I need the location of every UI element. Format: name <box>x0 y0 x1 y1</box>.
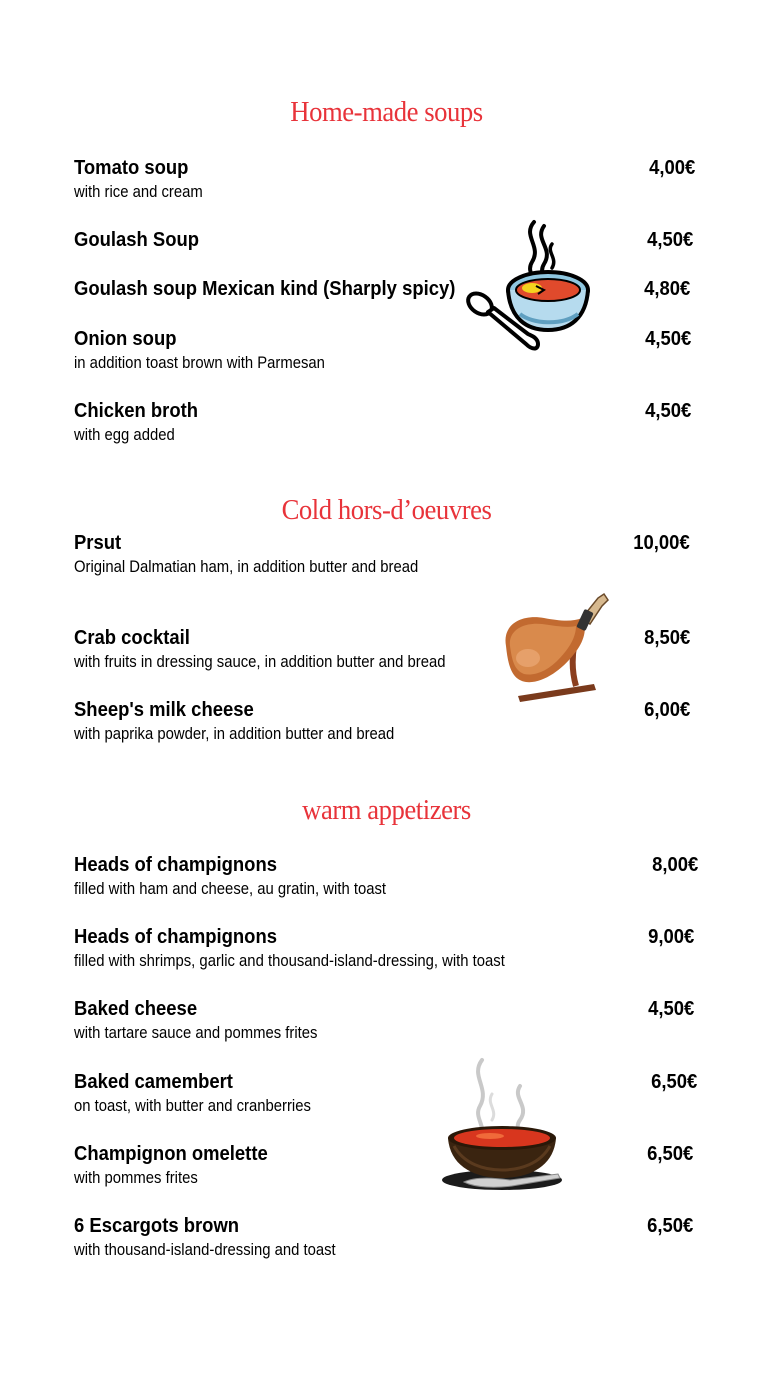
item-description: on toast, with butter and cranberries <box>74 1097 311 1115</box>
item-price: 9,00€ <box>647 925 694 948</box>
menu-item-prsut <box>74 531 714 578</box>
menu-item-crab-cocktail <box>74 626 714 673</box>
menu-item-tomato-soup <box>74 156 714 203</box>
item-name: Goulash soup Mexican kind (Sharply spicy) <box>74 277 456 300</box>
menu-item-heads-of-champignons-ham <box>74 853 714 900</box>
section-title-soups: Home-made soups <box>290 96 483 128</box>
item-price: 6,50€ <box>646 1214 693 1237</box>
menu-item-heads-of-champignons-shrimps <box>74 925 714 972</box>
item-price: 4,50€ <box>646 228 693 251</box>
item-price: 10,00€ <box>633 531 690 554</box>
item-price: 8,00€ <box>651 853 698 876</box>
item-price: 4,00€ <box>648 156 695 179</box>
item-price: 8,50€ <box>643 626 690 649</box>
menu-item-onion-soup <box>74 327 714 374</box>
item-name: Goulash Soup <box>74 228 200 251</box>
item-price: 6,50€ <box>650 1070 697 1093</box>
item-price: 4,50€ <box>644 327 691 350</box>
item-description: with paprika powder, in addition butter and bread <box>74 725 395 743</box>
menu-item-chicken-broth <box>74 399 714 446</box>
item-name: Heads of champignons <box>74 925 277 948</box>
item-name: Tomato soup <box>74 156 189 179</box>
item-price: 4,80€ <box>643 277 690 300</box>
item-description: with rice and cream <box>74 183 203 201</box>
section-title-warm-appetizers: warm appetizers <box>302 794 471 826</box>
item-description: in addition toast brown with Parmesan <box>74 354 325 372</box>
item-price: 6,50€ <box>646 1142 693 1165</box>
item-description: with pommes frites <box>74 1169 198 1187</box>
item-description: filled with shrimps, garlic and thousand-island-dressing, with toast <box>74 952 505 970</box>
menu-item-baked-camembert <box>74 1070 714 1117</box>
item-name: Heads of champignons <box>74 853 277 876</box>
item-name: Baked camembert <box>74 1070 233 1093</box>
menu-item-goulash-mexican <box>74 277 714 301</box>
item-description: with tartare sauce and pommes frites <box>74 1024 318 1042</box>
item-name: Prsut <box>74 531 122 554</box>
menu-item-baked-cheese <box>74 997 714 1044</box>
ham-leg-icon <box>498 588 614 704</box>
item-price: 6,00€ <box>643 698 690 721</box>
menu-item-escargots <box>74 1214 714 1261</box>
menu-item-champignon-omelette <box>74 1142 714 1189</box>
item-name: Champignon omelette <box>74 1142 268 1165</box>
item-name: Crab cocktail <box>74 626 190 649</box>
menu-item-goulash-soup <box>74 228 714 252</box>
item-description: with fruits in dressing sauce, in addition butter and bread <box>74 653 446 671</box>
item-description: with thousand-island-dressing and toast <box>74 1241 336 1259</box>
item-price: 4,50€ <box>644 399 691 422</box>
item-name: Onion soup <box>74 327 177 350</box>
soup-bowl-icon <box>462 218 594 360</box>
hot-soup-icon <box>440 1054 566 1194</box>
item-name: 6 Escargots brown <box>74 1214 240 1237</box>
item-name: Chicken broth <box>74 399 199 422</box>
item-name: Baked cheese <box>74 997 198 1020</box>
menu-item-sheeps-milk-cheese <box>74 698 714 745</box>
section-title-cold-hors-doeuvres: Cold hors-d’oeuvres <box>281 494 492 526</box>
item-description: filled with ham and cheese, au gratin, with toast <box>74 880 387 898</box>
item-description: Original Dalmatian ham, in addition butter and bread <box>74 558 419 576</box>
item-price: 4,50€ <box>647 997 694 1020</box>
item-description: with egg added <box>74 426 175 444</box>
item-name: Sheep's milk cheese <box>74 698 254 721</box>
